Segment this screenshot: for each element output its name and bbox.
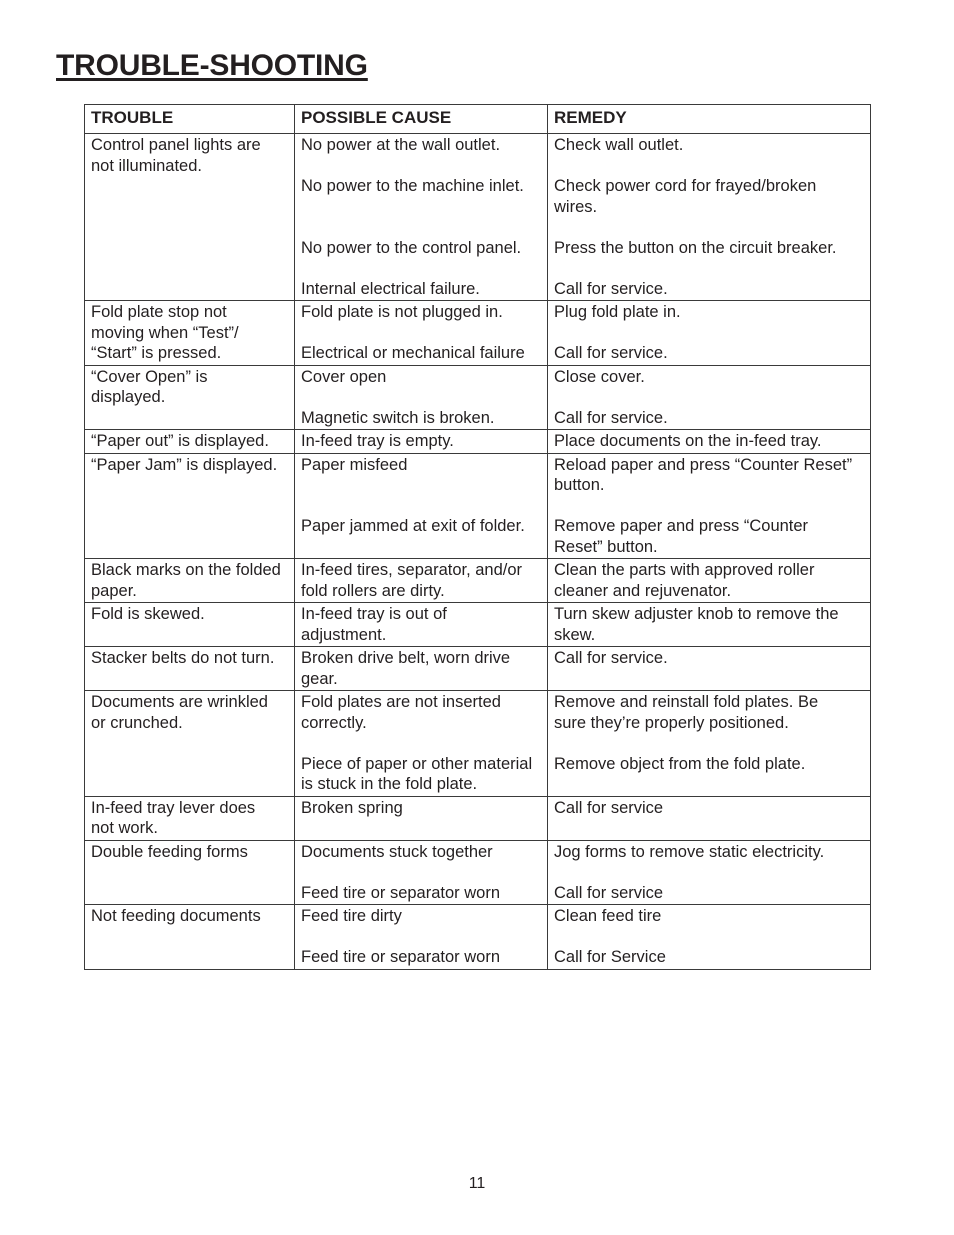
trouble-cell <box>85 365 295 430</box>
remedy-entry <box>554 343 866 364</box>
text-line: sure they’re properly positioned. <box>554 713 789 732</box>
cause-entry <box>301 560 543 601</box>
possible-cause-cell <box>295 691 548 797</box>
cause-entry <box>301 798 543 819</box>
cause-entry <box>301 302 543 323</box>
text-line: cleaner and rejuvenator. <box>554 581 732 600</box>
text-line: “Paper out” is displayed. <box>91 432 269 450</box>
cause-entry <box>301 692 543 733</box>
text-line: Press the button on the circuit breaker. <box>554 238 837 257</box>
remedy-cell <box>548 840 871 905</box>
cause-entry <box>301 906 543 927</box>
text-line: Clean feed tire <box>554 907 662 925</box>
text-line: Internal electrical failure. <box>301 279 480 298</box>
spacer-line <box>301 475 543 496</box>
remedy-entry <box>554 238 866 259</box>
remedy-entry <box>554 692 866 733</box>
text-line: Reload paper and press “Counter Reset” <box>554 455 853 474</box>
remedy-entry <box>554 279 866 300</box>
remedy-cell <box>548 796 871 840</box>
text-line: Call for service <box>554 883 664 902</box>
trouble-cell <box>85 134 295 301</box>
spacer-line <box>554 669 866 690</box>
spacer-line <box>301 537 543 558</box>
text-line: skew. <box>554 625 596 644</box>
trouble-cell <box>85 796 295 840</box>
trouble-cell <box>85 559 295 603</box>
possible-cause-cell <box>295 430 548 454</box>
possible-cause-cell <box>295 559 548 603</box>
table-row <box>85 603 871 647</box>
text-line: Double feeding forms <box>91 842 248 861</box>
text-line: Not feeding documents <box>91 907 261 925</box>
text-line: In-feed tray is empty. <box>301 432 454 450</box>
text-line: Broken spring <box>301 798 403 817</box>
text-line: No power to the control panel. <box>301 238 522 257</box>
column-header-trouble: TROUBLE <box>85 105 295 134</box>
possible-cause-cell <box>295 647 548 691</box>
cause-entry <box>301 883 543 904</box>
text-line: button. <box>554 476 605 494</box>
trouble-cell <box>85 905 295 970</box>
text-line: gear. <box>301 669 338 688</box>
text-line: “Start” is pressed. <box>91 344 222 362</box>
table-row <box>85 691 871 797</box>
column-header-remedy: REMEDY <box>548 105 871 134</box>
text-line: Cover open <box>301 367 387 386</box>
possible-cause-cell <box>295 796 548 840</box>
table-row <box>85 453 871 559</box>
text-line: Feed tire or separator worn <box>301 948 501 966</box>
remedy-entry <box>554 906 866 927</box>
possible-cause-cell <box>295 365 548 430</box>
remedy-entry <box>554 176 866 217</box>
page-title: TROUBLE-SHOOTING <box>56 49 368 82</box>
cause-entry <box>301 604 543 645</box>
text-line: Stacker belts do not turn. <box>91 649 275 667</box>
remedy-entry <box>554 431 866 452</box>
cause-entry <box>301 455 543 496</box>
text-line: Fold plates are not inserted <box>301 693 501 711</box>
text-line: Documents stuck together <box>301 842 493 861</box>
spacer-line <box>301 197 543 218</box>
remedy-entry <box>554 408 866 429</box>
table-row <box>85 430 871 454</box>
remedy-entry <box>554 455 866 496</box>
text-line: Clean the parts with approved roller <box>554 561 815 579</box>
text-line: Reset” button. <box>554 537 658 556</box>
table-row <box>85 905 871 970</box>
cause-entry <box>301 648 543 689</box>
text-line: adjustment. <box>301 625 387 644</box>
text-line: Control panel lights are <box>91 136 261 154</box>
cause-entry <box>301 343 543 364</box>
text-line: Fold plate is not plugged in. <box>301 303 503 321</box>
text-line: Piece of paper or other material <box>301 754 533 773</box>
text-line: correctly. <box>301 713 367 732</box>
table-row <box>85 647 871 691</box>
possible-cause-cell <box>295 905 548 970</box>
text-line: Feed tire dirty <box>301 907 402 925</box>
column-header-possible-cause: POSSIBLE CAUSE <box>295 105 548 134</box>
text-line: wires. <box>554 197 598 216</box>
cause-entry <box>301 135 543 156</box>
remedy-cell <box>548 691 871 797</box>
text-line: Feed tire or separator worn <box>301 883 501 902</box>
text-line: Remove object from the fold plate. <box>554 754 806 773</box>
remedy-entry <box>554 798 866 819</box>
text-line: Electrical or mechanical failure <box>301 344 525 362</box>
cause-entry <box>301 431 543 452</box>
remedy-cell <box>548 647 871 691</box>
cause-entry <box>301 279 543 300</box>
trouble-cell <box>85 691 295 797</box>
cause-entry <box>301 842 543 863</box>
spacer-line <box>554 774 866 795</box>
text-line: Documents are wrinkled <box>91 693 268 711</box>
possible-cause-cell <box>295 301 548 366</box>
cause-entry <box>301 238 543 259</box>
cause-entry <box>301 947 543 968</box>
table-row <box>85 134 871 301</box>
text-line: paper. <box>91 581 137 600</box>
trouble-cell <box>85 603 295 647</box>
cause-entry <box>301 754 543 795</box>
remedy-entry <box>554 560 866 601</box>
remedy-cell <box>548 453 871 559</box>
text-line: Turn skew adjuster knob to remove the <box>554 605 839 623</box>
text-line: not illuminated. <box>91 156 202 175</box>
remedy-cell <box>548 430 871 454</box>
trouble-cell <box>85 647 295 691</box>
remedy-entry <box>554 135 866 156</box>
text-line: “Cover Open” is <box>91 367 208 386</box>
text-line: Call for Service <box>554 948 666 966</box>
table-header-row <box>85 105 871 134</box>
text-line: Jog forms to remove static electricity. <box>554 842 825 861</box>
remedy-cell <box>548 559 871 603</box>
remedy-entry <box>554 947 866 968</box>
table-row <box>85 365 871 430</box>
remedy-cell <box>548 905 871 970</box>
text-line: Plug fold plate in. <box>554 303 681 321</box>
cause-entry <box>301 176 543 217</box>
text-line: displayed. <box>91 388 166 406</box>
remedy-cell <box>548 365 871 430</box>
text-line: Call for service. <box>554 344 668 362</box>
cause-entry <box>301 408 543 429</box>
trouble-cell <box>85 301 295 366</box>
remedy-cell <box>548 603 871 647</box>
text-line: moving when “Test”/ <box>91 323 239 342</box>
text-line: Call for service <box>554 798 664 817</box>
text-line: Check wall outlet. <box>554 136 684 154</box>
text-line: “Paper Jam” is displayed. <box>91 455 278 474</box>
trouble-cell <box>85 430 295 454</box>
trouble-shooting-table <box>84 104 871 970</box>
remedy-cell <box>548 301 871 366</box>
table-row <box>85 796 871 840</box>
text-line: Call for service. <box>554 408 668 427</box>
text-line: Magnetic switch is broken. <box>301 408 495 427</box>
text-line: No power at the wall outlet. <box>301 136 501 154</box>
text-line: is stuck in the fold plate. <box>301 775 478 793</box>
remedy-entry <box>554 367 866 388</box>
possible-cause-cell <box>295 603 548 647</box>
text-line: not work. <box>91 819 158 837</box>
text-line: Black marks on the folded <box>91 561 281 579</box>
text-line: Fold plate stop not <box>91 303 227 321</box>
trouble-cell <box>85 840 295 905</box>
text-line: or crunched. <box>91 713 183 732</box>
text-line: Place documents on the in-feed tray. <box>554 432 822 450</box>
cause-entry <box>301 367 543 388</box>
table-row <box>85 559 871 603</box>
table-row <box>85 840 871 905</box>
text-line: Paper jammed at exit of folder. <box>301 517 525 535</box>
text-line: Remove and reinstall fold plates. Be <box>554 693 819 711</box>
remedy-cell <box>548 134 871 301</box>
remedy-entry <box>554 754 866 795</box>
remedy-entry <box>554 648 866 689</box>
text-line: Fold is skewed. <box>91 605 205 623</box>
remedy-entry <box>554 516 866 557</box>
trouble-cell <box>85 453 295 559</box>
remedy-entry <box>554 842 866 863</box>
page-number: 11 <box>468 1175 486 1192</box>
text-line: In-feed tires, separator, and/or <box>301 561 523 579</box>
table-body <box>85 134 871 970</box>
text-line: Paper misfeed <box>301 455 408 474</box>
possible-cause-cell <box>295 453 548 559</box>
table-row <box>85 301 871 366</box>
possible-cause-cell <box>295 840 548 905</box>
text-line: No power to the machine inlet. <box>301 177 524 195</box>
cause-entry <box>301 516 543 557</box>
text-line: In-feed tray lever does <box>91 798 256 817</box>
text-line: Call for service. <box>554 649 668 667</box>
text-line: In-feed tray is out of <box>301 605 447 623</box>
text-line: Remove paper and press “Counter <box>554 517 809 535</box>
text-line: Close cover. <box>554 367 645 386</box>
remedy-entry <box>554 604 866 645</box>
remedy-entry <box>554 302 866 323</box>
text-line: fold rollers are dirty. <box>301 581 445 600</box>
text-line: Broken drive belt, worn drive <box>301 649 511 667</box>
possible-cause-cell <box>295 134 548 301</box>
remedy-entry <box>554 883 866 904</box>
text-line: Call for service. <box>554 279 668 298</box>
text-line: Check power cord for frayed/broken <box>554 177 817 195</box>
